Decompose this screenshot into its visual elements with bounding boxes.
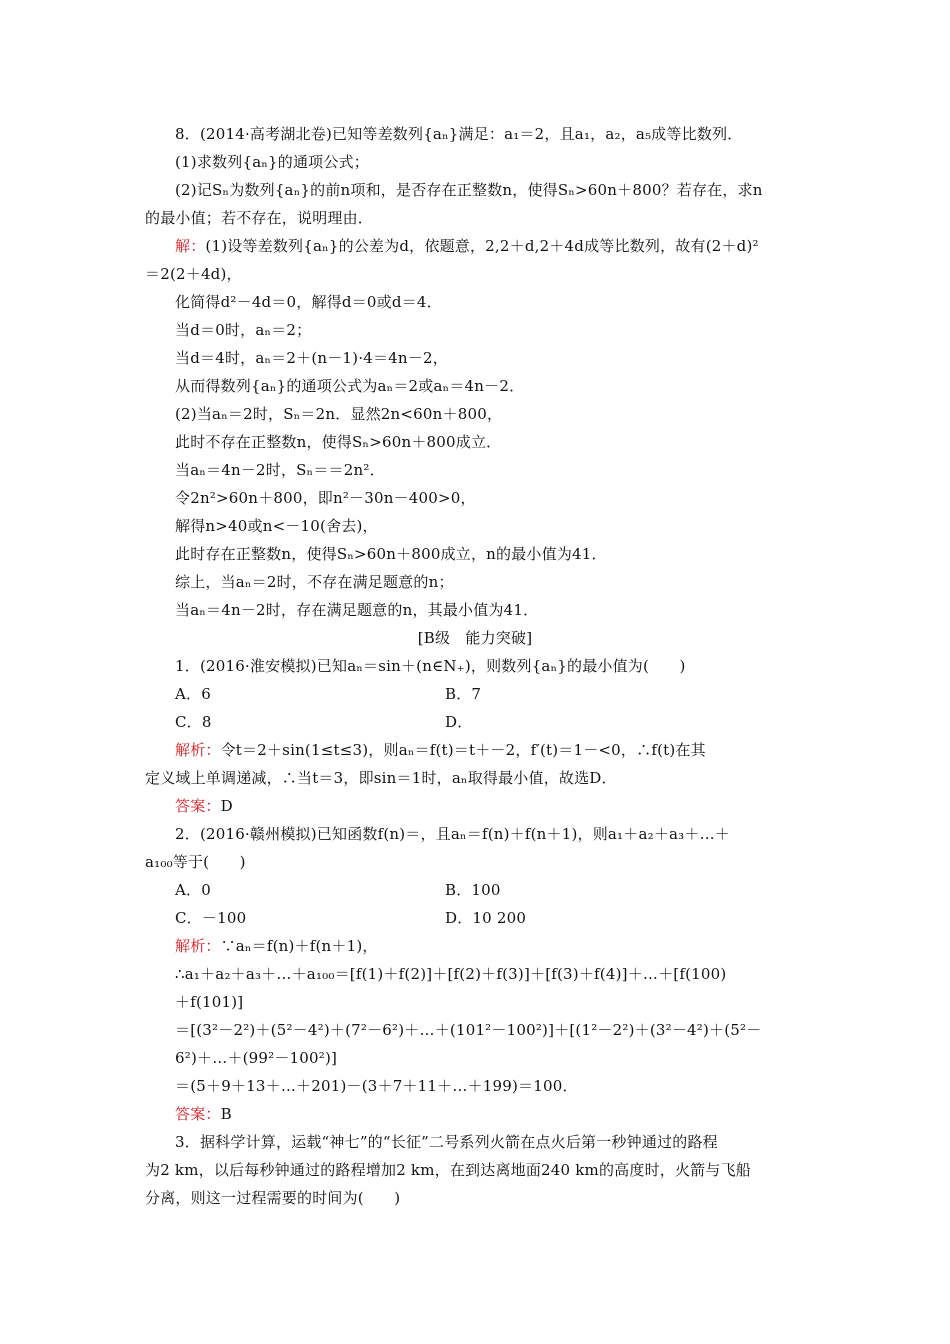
analysis-text-line: ＝[(3²－2²)＋(5²－4²)＋(7²－6²)＋…＋(101²－100²)]＋[(1²－2²)＋(3²－4²)＋(5²－	[175, 1021, 762, 1039]
question-2-option-b: B．100	[445, 881, 501, 899]
question-3-statement: 3．据科学计算，运载“神七”的“长征”二号系列火箭在点火后第一秒钟通过的路程	[175, 1133, 718, 1151]
answer-value: D	[220, 797, 233, 815]
question-2-option-d: D．10 200	[445, 909, 527, 927]
solution-text-line: 当d＝0时，aₙ＝2；	[175, 321, 312, 339]
answer-label: 答案：	[175, 797, 221, 815]
analysis-label: 解析：	[175, 937, 221, 955]
problem-8-statement: 8．(2014·高考湖北卷)已知等差数列{aₙ}满足：a₁＝2，且a₁，a₂，a₅成等比数列．	[175, 125, 743, 143]
solution-text-line: 化简得d²－4d＝0，解得d＝0或d＝4．	[175, 293, 442, 311]
problem-8-part-2-cont: 的最小值；若不存在，说明理由．	[145, 209, 374, 227]
solution-text-line: 从而得数列{aₙ}的通项公式为aₙ＝2或aₙ＝4n－2．	[175, 377, 525, 395]
question-2-statement: 2．(2016·赣州模拟)已知函数f(n)＝，且aₙ＝f(n)＋f(n＋1)，则a₁＋a₂＋a₃＋…＋	[175, 825, 730, 843]
solution-line	[175, 236, 759, 256]
analysis-text: 令t＝2＋sin(1≤t≤3)，则aₙ＝f(t)＝t＋－2，f′(t)＝1－<0，∴f(t)在其	[220, 741, 706, 759]
solution-text-line: 综上，当aₙ＝2时，不存在满足题意的n；	[175, 573, 454, 591]
question-1-option-d: D．	[445, 713, 473, 731]
analysis-line	[175, 936, 378, 956]
question-3-statement-cont: 为2 km，以后每秒钟通过的路程增加2 km，在到达离地面240 km的高度时，火箭与飞船	[145, 1161, 751, 1179]
question-1-statement: 1．(2016·淮安模拟)已知aₙ＝sin＋(n∈N₊)，则数列{aₙ}的最小值为( )	[175, 657, 686, 675]
analysis-text-line: 6²)＋…＋(99²－100²)]	[175, 1049, 338, 1067]
solution-text-line: ＝2(2＋4d)，	[145, 265, 242, 283]
solution-text-line: 令2n²>60n＋800，即n²－30n－400>0，	[175, 489, 476, 507]
analysis-text-line: ＋f(101)]	[175, 993, 244, 1011]
solution-text-line: 当d＝4时，aₙ＝2＋(n－1)·4＝4n－2，	[175, 349, 448, 367]
answer-line	[175, 1104, 232, 1124]
question-2-statement-cont: a₁₀₀等于( )	[145, 853, 246, 871]
answer-value: B	[220, 1105, 232, 1123]
solution-text: (1)设等差数列{aₙ}的公差为d，依题意，2,2＋d,2＋4d成等比数列，故有(2＋d)²	[205, 237, 759, 255]
analysis-label: 解析：	[175, 741, 221, 759]
analysis-text-line: ＝(5＋9＋13＋…＋201)－(3＋7＋11＋…＋199)＝100．	[175, 1077, 578, 1095]
solution-text-line: 当aₙ＝4n－2时，存在满足题意的n，其最小值为41．	[175, 601, 539, 619]
solution-text-line: 解得n>40或n<－10(舍去)，	[175, 517, 378, 535]
solution-text-line: (2)当aₙ＝2时，Sₙ＝2n．显然2n<60n＋800，	[175, 405, 503, 423]
question-1-option-c: C．8	[175, 713, 212, 731]
analysis-text: ∵aₙ＝f(n)＋f(n＋1)，	[220, 937, 378, 955]
solution-label: 解：	[175, 237, 206, 255]
answer-label: 答案：	[175, 1105, 221, 1123]
question-2-option-c: C．－100	[175, 909, 247, 927]
solution-text-line: 此时存在正整数n，使得Sₙ>60n＋800成立，n的最小值为41．	[175, 545, 607, 563]
section-heading: [B级 能力突破]	[417, 629, 533, 647]
solution-text-line: 此时不存在正整数n，使得Sₙ>60n＋800成立．	[175, 433, 502, 451]
question-1-option-b: B．7	[445, 685, 482, 703]
problem-8-part-1: (1)求数列{aₙ}的通项公式；	[175, 153, 369, 171]
problem-8-part-2: (2)记Sₙ为数列{aₙ}的前n项和，是否存在正整数n，使得Sₙ>60n＋800？若存在，求n	[175, 181, 763, 199]
question-2-option-a: A．0	[175, 881, 211, 899]
solution-text-line: 当aₙ＝4n－2时，Sₙ＝＝2n²．	[175, 461, 385, 479]
analysis-line	[175, 740, 706, 760]
analysis-text-line: 定义域上单调递减，∴当t＝3，即sin＝1时，aₙ取得最小值，故选D．	[145, 769, 617, 787]
question-1-option-a: A．6	[175, 685, 211, 703]
question-3-statement-cont: 分离，则这一过程需要的时间为( )	[145, 1189, 401, 1207]
analysis-text-line: ∴a₁＋a₂＋a₃＋…＋a₁₀₀＝[f(1)＋f(2)]＋[f(2)＋f(3)]＋[f(3)＋f(4)]＋…＋[f(100)	[175, 965, 727, 983]
answer-line	[175, 796, 233, 816]
